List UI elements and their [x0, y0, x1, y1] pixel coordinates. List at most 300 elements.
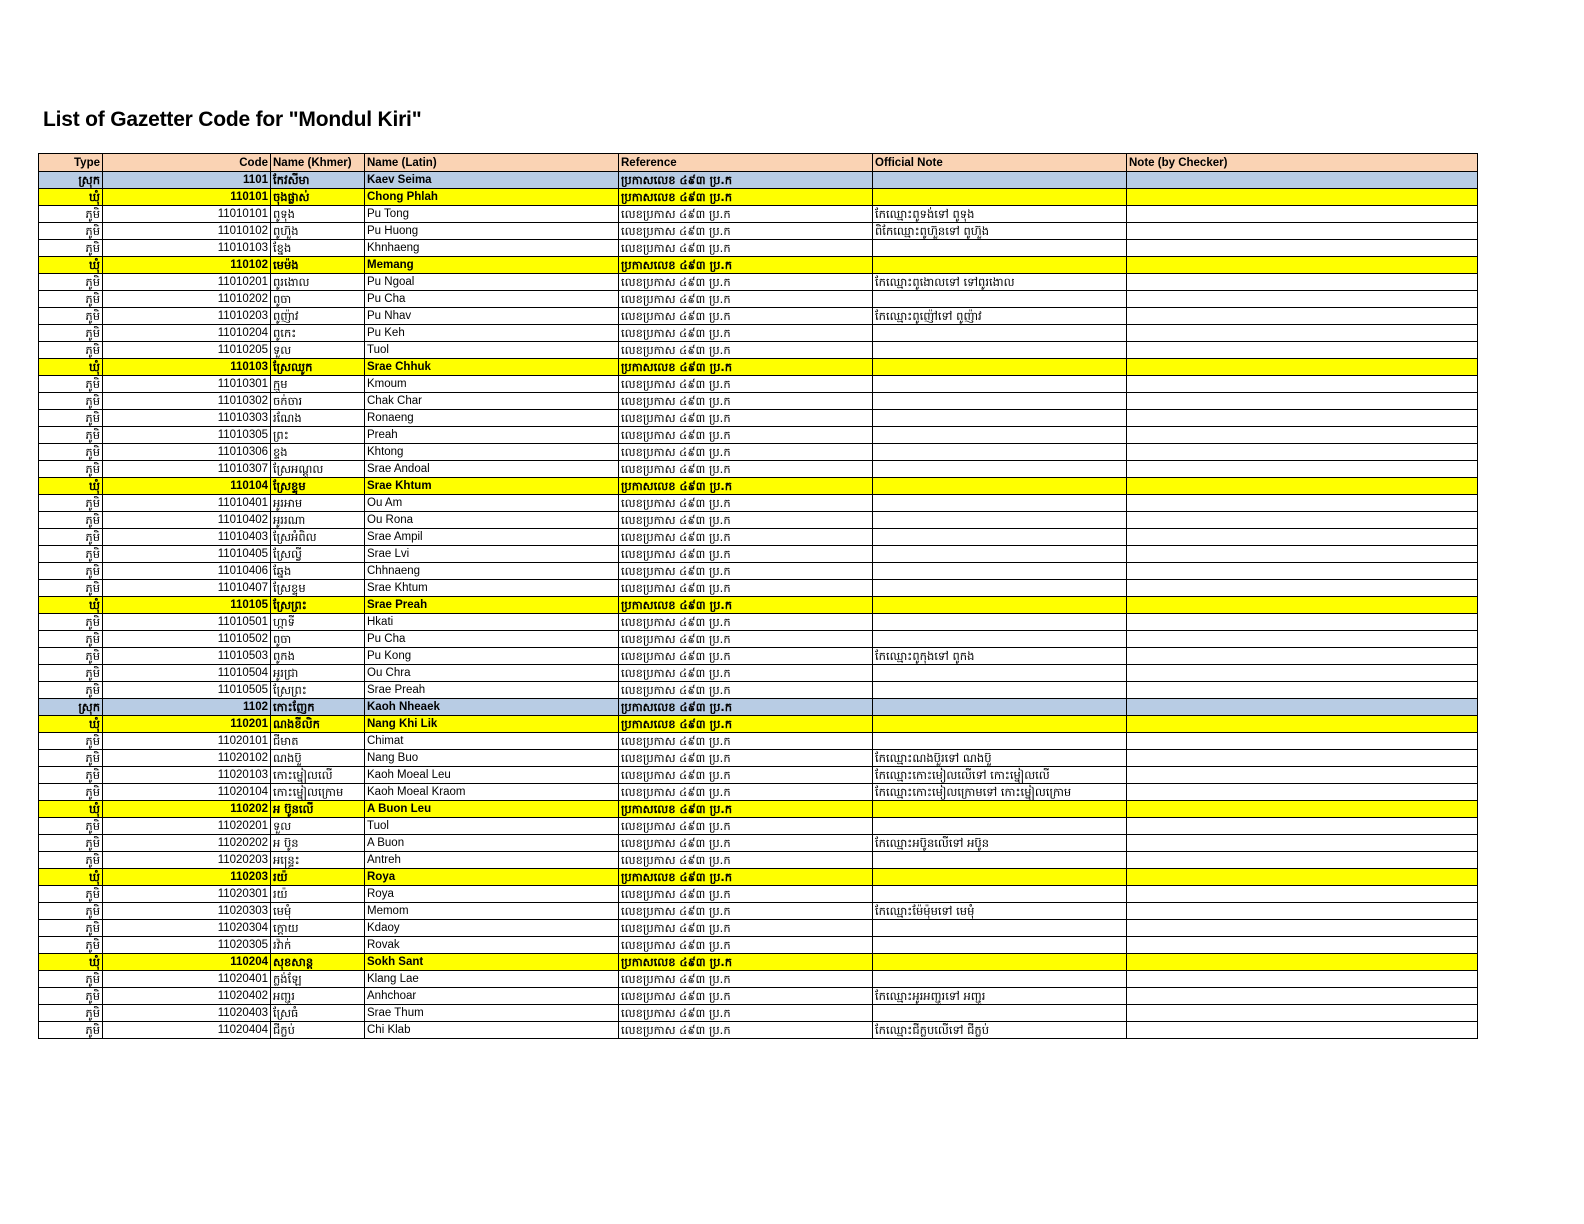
reference-cell: ប្រកាសលេខ ៤៩៣ ប្រ.ក [619, 189, 873, 206]
name-khmer-cell: ពូរងោល [271, 274, 365, 291]
checker-note-cell [1127, 257, 1478, 274]
checker-note-cell [1127, 512, 1478, 529]
reference-cell: លេខប្រកាស ៤៩៣ ប្រ.ក [619, 818, 873, 835]
checker-note-cell [1127, 1005, 1478, 1022]
type-cell: ភូមិ [39, 784, 103, 801]
type-cell: ភូមិ [39, 937, 103, 954]
column-header-reference: Reference [619, 154, 873, 172]
reference-cell: លេខប្រកាស ៤៩៣ ប្រ.ក [619, 427, 873, 444]
reference-cell: លេខប្រកាស ៤៩៣ ប្រ.ក [619, 971, 873, 988]
reference-cell: លេខប្រកាស ៤៩៣ ប្រ.ក [619, 308, 873, 325]
table-row-district [39, 699, 1478, 716]
table-row-village [39, 614, 1478, 631]
official-note-cell: កែឈ្មោះកោះមៀលក្រោមទៅ កោះម្នៀលក្រោម [873, 784, 1127, 801]
type-cell: ឃុំ [39, 257, 103, 274]
type-cell: ឃុំ [39, 597, 103, 614]
code-cell: 11010307 [103, 461, 271, 478]
checker-note-cell [1127, 665, 1478, 682]
table-row-village [39, 1005, 1478, 1022]
name-latin-cell: Kdaoy [365, 920, 619, 937]
code-cell: 11010203 [103, 308, 271, 325]
official-note-cell [873, 597, 1127, 614]
name-khmer-cell: ស្រែព្រះ [271, 682, 365, 699]
type-cell: ភូមិ [39, 376, 103, 393]
official-note-cell [873, 189, 1127, 206]
reference-cell: លេខប្រកាស ៤៩៣ ប្រ.ក [619, 733, 873, 750]
name-khmer-cell: ពូចា [271, 631, 365, 648]
code-cell: 11020401 [103, 971, 271, 988]
checker-note-cell [1127, 852, 1478, 869]
name-khmer-cell: រវ៉ាក់ [271, 937, 365, 954]
name-latin-cell: Roya [365, 869, 619, 886]
name-khmer-cell: កោះញែក [271, 699, 365, 716]
code-cell: 11020104 [103, 784, 271, 801]
name-latin-cell: Chong Phlah [365, 189, 619, 206]
name-khmer-cell: ជីមាត [271, 733, 365, 750]
reference-cell: លេខប្រកាស ៤៩៣ ប្រ.ក [619, 580, 873, 597]
checker-note-cell [1127, 461, 1478, 478]
official-note-cell [873, 291, 1127, 308]
type-cell: ភូមិ [39, 325, 103, 342]
checker-note-cell [1127, 716, 1478, 733]
table-row-village [39, 325, 1478, 342]
table-row-village [39, 750, 1478, 767]
type-cell: ភូមិ [39, 529, 103, 546]
official-note-cell [873, 325, 1127, 342]
code-cell: 110104 [103, 478, 271, 495]
code-cell: 110101 [103, 189, 271, 206]
name-khmer-cell: ជីក្លប់ [271, 1022, 365, 1039]
official-note-cell [873, 393, 1127, 410]
official-note-cell [873, 852, 1127, 869]
code-cell: 11010505 [103, 682, 271, 699]
code-cell: 11020303 [103, 903, 271, 920]
checker-note-cell [1127, 444, 1478, 461]
name-latin-cell: Antreh [365, 852, 619, 869]
official-note-cell [873, 801, 1127, 818]
name-latin-cell: Anhchoar [365, 988, 619, 1005]
checker-note-cell [1127, 223, 1478, 240]
name-latin-cell: Pu Cha [365, 631, 619, 648]
name-khmer-cell: ក្លង់ឡែ [271, 971, 365, 988]
name-latin-cell: Rovak [365, 937, 619, 954]
table-row-village [39, 835, 1478, 852]
table-row-village [39, 903, 1478, 920]
type-cell: ភូមិ [39, 240, 103, 257]
name-khmer-cell: កោះម្នៀលលើ [271, 767, 365, 784]
official-note-cell [873, 376, 1127, 393]
name-khmer-cell: ស្រែខ្ទុម [271, 580, 365, 597]
type-cell: ភូមិ [39, 750, 103, 767]
table-row-village [39, 563, 1478, 580]
table-row-village [39, 784, 1478, 801]
official-note-cell [873, 631, 1127, 648]
code-cell: 11020203 [103, 852, 271, 869]
name-latin-cell: Srae Thum [365, 1005, 619, 1022]
checker-note-cell [1127, 597, 1478, 614]
reference-cell: លេខប្រកាស ៤៩៣ ប្រ.ក [619, 546, 873, 563]
reference-cell: លេខប្រកាស ៤៩៣ ប្រ.ក [619, 240, 873, 257]
reference-cell: លេខប្រកាស ៤៩៣ ប្រ.ក [619, 444, 873, 461]
name-latin-cell: Chak Char [365, 393, 619, 410]
table-row-commune [39, 801, 1478, 818]
code-cell: 11010504 [103, 665, 271, 682]
reference-cell: លេខប្រកាស ៤៩៣ ប្រ.ក [619, 206, 873, 223]
reference-cell: លេខប្រកាស ៤៩៣ ប្រ.ក [619, 410, 873, 427]
reference-cell: ប្រកាសលេខ ៤៩៣ ប្រ.ក [619, 801, 873, 818]
name-latin-cell: Memang [365, 257, 619, 274]
name-khmer-cell: ទួល [271, 342, 365, 359]
name-khmer-cell: អញ្ជួរ [271, 988, 365, 1005]
name-khmer-cell: អូររណា [271, 512, 365, 529]
table-row-village [39, 767, 1478, 784]
official-note-cell [873, 359, 1127, 376]
official-note-cell [873, 682, 1127, 699]
name-latin-cell: Kaoh Moeal Kraom [365, 784, 619, 801]
checker-note-cell [1127, 631, 1478, 648]
name-latin-cell: Kaoh Nheaek [365, 699, 619, 716]
checker-note-cell [1127, 410, 1478, 427]
table-row-village [39, 529, 1478, 546]
official-note-cell [873, 240, 1127, 257]
code-cell: 11010205 [103, 342, 271, 359]
code-cell: 11010201 [103, 274, 271, 291]
checker-note-cell [1127, 478, 1478, 495]
code-cell: 11020201 [103, 818, 271, 835]
code-cell: 11020101 [103, 733, 271, 750]
table-row-village [39, 1022, 1478, 1039]
checker-note-cell [1127, 546, 1478, 563]
reference-cell: លេខប្រកាស ៤៩៣ ប្រ.ក [619, 461, 873, 478]
checker-note-cell [1127, 818, 1478, 835]
type-cell: ស្រុក [39, 172, 103, 189]
table-row-village [39, 444, 1478, 461]
code-cell: 110202 [103, 801, 271, 818]
official-note-cell [873, 818, 1127, 835]
checker-note-cell [1127, 529, 1478, 546]
type-cell: ភូមិ [39, 410, 103, 427]
name-latin-cell: Hkati [365, 614, 619, 631]
code-cell: 11010402 [103, 512, 271, 529]
checker-note-cell [1127, 325, 1478, 342]
name-latin-cell: Kmoum [365, 376, 619, 393]
code-cell: 11010301 [103, 376, 271, 393]
name-khmer-cell: កែវសីមា [271, 172, 365, 189]
name-latin-cell: Pu Nhav [365, 308, 619, 325]
name-khmer-cell: ចក់ចារ [271, 393, 365, 410]
table-row-village [39, 580, 1478, 597]
checker-note-cell [1127, 172, 1478, 189]
reference-cell: លេខប្រកាស ៤៩៣ ប្រ.ក [619, 291, 873, 308]
name-latin-cell: Srae Preah [365, 682, 619, 699]
checker-note-cell [1127, 733, 1478, 750]
table-row-village [39, 648, 1478, 665]
code-cell: 110204 [103, 954, 271, 971]
table-row-village [39, 461, 1478, 478]
name-khmer-cell: កោះម្នៀលក្រោម [271, 784, 365, 801]
checker-note-cell [1127, 563, 1478, 580]
table-row-village [39, 427, 1478, 444]
reference-cell: ប្រកាសលេខ ៤៩៣ ប្រ.ក [619, 716, 873, 733]
reference-cell: លេខប្រកាស ៤៩៣ ប្រ.ក [619, 274, 873, 291]
name-latin-cell: Srae Ampil [365, 529, 619, 546]
name-khmer-cell: រយ៉ [271, 869, 365, 886]
table-row-village [39, 308, 1478, 325]
name-latin-cell: Nang Buo [365, 750, 619, 767]
code-cell: 11010102 [103, 223, 271, 240]
name-latin-cell: Tuol [365, 342, 619, 359]
name-khmer-cell: ចុងផ្លាស់ [271, 189, 365, 206]
table-row-village [39, 665, 1478, 682]
table-row-commune [39, 189, 1478, 206]
type-cell: ឃុំ [39, 359, 103, 376]
type-cell: ភូមិ [39, 461, 103, 478]
table-row-village [39, 342, 1478, 359]
name-latin-cell: Klang Lae [365, 971, 619, 988]
type-cell: ភូមិ [39, 631, 103, 648]
reference-cell: លេខប្រកាស ៤៩៣ ប្រ.ក [619, 1022, 873, 1039]
checker-note-cell [1127, 903, 1478, 920]
type-cell: ភូមិ [39, 308, 103, 325]
official-note-cell: កែឈ្មោះម៉ែម៉ុមទៅ មេមុំ [873, 903, 1127, 920]
official-note-cell: កែឈ្មោះពូទង់ទៅ ពូទុង [873, 206, 1127, 223]
reference-cell: លេខប្រកាស ៤៩៣ ប្រ.ក [619, 495, 873, 512]
type-cell: ភូមិ [39, 733, 103, 750]
name-latin-cell: Nang Khi Lik [365, 716, 619, 733]
code-cell: 11020102 [103, 750, 271, 767]
code-cell: 11010103 [103, 240, 271, 257]
type-cell: ភូមិ [39, 563, 103, 580]
official-note-cell [873, 546, 1127, 563]
name-khmer-cell: ពូកេះ [271, 325, 365, 342]
name-latin-cell: Khnhaeng [365, 240, 619, 257]
column-header-official-note: Official Note [873, 154, 1127, 172]
name-khmer-cell: អ ប៊ូនលើ [271, 801, 365, 818]
reference-cell: លេខប្រកាស ៤៩៣ ប្រ.ក [619, 937, 873, 954]
type-cell: ភូមិ [39, 495, 103, 512]
official-note-cell [873, 954, 1127, 971]
name-khmer-cell: ពូចា [271, 291, 365, 308]
table-row-commune [39, 597, 1478, 614]
code-cell: 11010501 [103, 614, 271, 631]
code-cell: 11020103 [103, 767, 271, 784]
checker-note-cell [1127, 954, 1478, 971]
column-header-name-latin: Name (Latin) [365, 154, 619, 172]
official-note-cell [873, 478, 1127, 495]
reference-cell: លេខប្រកាស ៤៩៣ ប្រ.ក [619, 988, 873, 1005]
table-row-village [39, 886, 1478, 903]
name-latin-cell: Srae Preah [365, 597, 619, 614]
official-note-cell [873, 512, 1127, 529]
code-cell: 11010407 [103, 580, 271, 597]
table-row-village [39, 376, 1478, 393]
name-latin-cell: Pu Cha [365, 291, 619, 308]
checker-note-cell [1127, 767, 1478, 784]
code-cell: 11010204 [103, 325, 271, 342]
table-row-commune [39, 869, 1478, 886]
type-cell: ភូមិ [39, 1005, 103, 1022]
official-note-cell [873, 580, 1127, 597]
table-row-village [39, 733, 1478, 750]
official-note-cell [873, 733, 1127, 750]
name-latin-cell: Kaev Seima [365, 172, 619, 189]
checker-note-cell [1127, 580, 1478, 597]
reference-cell: លេខប្រកាស ៤៩៣ ប្រ.ក [619, 529, 873, 546]
code-cell: 110105 [103, 597, 271, 614]
type-cell: ភូមិ [39, 342, 103, 359]
table-row-commune [39, 359, 1478, 376]
checker-note-cell [1127, 614, 1478, 631]
official-note-cell [873, 665, 1127, 682]
checker-note-cell [1127, 750, 1478, 767]
name-khmer-cell: ឆ្នែង [271, 563, 365, 580]
table-row-village [39, 274, 1478, 291]
table-header-row [39, 154, 1478, 172]
type-cell: ភូមិ [39, 665, 103, 682]
table-row-commune [39, 257, 1478, 274]
name-khmer-cell: អន្ទ្រេះ [271, 852, 365, 869]
reference-cell: លេខប្រកាស ៤៩៣ ប្រ.ក [619, 1005, 873, 1022]
name-latin-cell: Roya [365, 886, 619, 903]
code-cell: 110203 [103, 869, 271, 886]
name-khmer-cell: ស្រែធំ [271, 1005, 365, 1022]
name-khmer-cell: អូរជ្រា [271, 665, 365, 682]
name-khmer-cell: រណែង [271, 410, 365, 427]
reference-cell: ប្រកាសលេខ ៤៩៣ ប្រ.ក [619, 597, 873, 614]
type-cell: ភូមិ [39, 988, 103, 1005]
type-cell: ភូមិ [39, 835, 103, 852]
official-note-cell: កែឈ្មោះអូរអញ្ជួរទៅ អញ្ជួរ [873, 988, 1127, 1005]
column-header-type: Type [39, 154, 103, 172]
type-cell: ភូមិ [39, 886, 103, 903]
name-latin-cell: Tuol [365, 818, 619, 835]
name-latin-cell: Khtong [365, 444, 619, 461]
code-cell: 11020202 [103, 835, 271, 852]
official-note-cell [873, 1005, 1127, 1022]
name-latin-cell: Pu Kong [365, 648, 619, 665]
name-khmer-cell: ហ្កាទី [271, 614, 365, 631]
name-latin-cell: A Buon Leu [365, 801, 619, 818]
official-note-cell [873, 257, 1127, 274]
reference-cell: លេខប្រកាស ៤៩៣ ប្រ.ក [619, 784, 873, 801]
name-latin-cell: Srae Chhuk [365, 359, 619, 376]
official-note-cell [873, 920, 1127, 937]
code-cell: 11010502 [103, 631, 271, 648]
reference-cell: លេខប្រកាស ៤៩៣ ប្រ.ក [619, 835, 873, 852]
type-cell: ភូមិ [39, 223, 103, 240]
reference-cell: ប្រកាសលេខ ៤៩៣ ប្រ.ក [619, 954, 873, 971]
checker-note-cell [1127, 342, 1478, 359]
reference-cell: លេខប្រកាស ៤៩៣ ប្រ.ក [619, 376, 873, 393]
code-cell: 11010403 [103, 529, 271, 546]
checker-note-cell [1127, 699, 1478, 716]
column-header-code: Code [103, 154, 271, 172]
reference-cell: លេខប្រកាស ៤៩៣ ប្រ.ក [619, 325, 873, 342]
table-row-village [39, 495, 1478, 512]
type-cell: ឃុំ [39, 189, 103, 206]
reference-cell: ប្រកាសលេខ ៤៩៣ ប្រ.ក [619, 257, 873, 274]
name-latin-cell: Pu Keh [365, 325, 619, 342]
type-cell: ភូមិ [39, 903, 103, 920]
type-cell: ភូមិ [39, 206, 103, 223]
type-cell: ភូមិ [39, 580, 103, 597]
name-khmer-cell: ស្រែល្វី [271, 546, 365, 563]
table-row-village [39, 240, 1478, 257]
type-cell: ភូមិ [39, 920, 103, 937]
table-row-village [39, 920, 1478, 937]
name-latin-cell: Preah [365, 427, 619, 444]
name-khmer-cell: ពូទុង [271, 206, 365, 223]
reference-cell: លេខប្រកាស ៤៩៣ ប្រ.ក [619, 512, 873, 529]
type-cell: ភូមិ [39, 393, 103, 410]
reference-cell: លេខប្រកាស ៤៩៣ ប្រ.ក [619, 631, 873, 648]
code-cell: 11010405 [103, 546, 271, 563]
table-row-commune [39, 478, 1478, 495]
checker-note-cell [1127, 308, 1478, 325]
type-cell: ភូមិ [39, 1022, 103, 1039]
checker-note-cell [1127, 971, 1478, 988]
name-latin-cell: Srae Khtum [365, 580, 619, 597]
table-row-village [39, 937, 1478, 954]
reference-cell: លេខប្រកាស ៤៩៣ ប្រ.ក [619, 886, 873, 903]
official-note-cell: កែឈ្មោះអប៊ូនលើទៅ អប៊ូន [873, 835, 1127, 852]
table-row-village [39, 818, 1478, 835]
checker-note-cell [1127, 206, 1478, 223]
name-khmer-cell: ស្រែព្រះ [271, 597, 365, 614]
name-latin-cell: Chi Klab [365, 1022, 619, 1039]
official-note-cell: កែឈ្មោះណងប៊ួរទៅ ណងប៊ួ [873, 750, 1127, 767]
name-latin-cell: Ou Chra [365, 665, 619, 682]
table-row-village [39, 546, 1478, 563]
table-row-village [39, 852, 1478, 869]
official-note-cell [873, 342, 1127, 359]
checker-note-cell [1127, 920, 1478, 937]
checker-note-cell [1127, 427, 1478, 444]
name-latin-cell: Pu Huong [365, 223, 619, 240]
table-row-village [39, 988, 1478, 1005]
official-note-cell: ពិកែឈ្មោះពូហ៊ួនទៅ ពូហ៊ួង [873, 223, 1127, 240]
code-cell: 11010305 [103, 427, 271, 444]
name-latin-cell: Srae Andoal [365, 461, 619, 478]
name-khmer-cell: ស្រែអណ្ដូល [271, 461, 365, 478]
table-row-village [39, 410, 1478, 427]
code-cell: 11020403 [103, 1005, 271, 1022]
official-note-cell [873, 716, 1127, 733]
code-cell: 11020301 [103, 886, 271, 903]
name-khmer-cell: ណងខីលិក [271, 716, 365, 733]
official-note-cell [873, 886, 1127, 903]
name-khmer-cell: ទួល [271, 818, 365, 835]
type-cell: ភូមិ [39, 971, 103, 988]
type-cell: ស្រុក [39, 699, 103, 716]
official-note-cell [873, 699, 1127, 716]
code-cell: 11010202 [103, 291, 271, 308]
official-note-cell: កែឈ្មោះជីក្លបលើទៅ ជីក្លប់ [873, 1022, 1127, 1039]
name-khmer-cell: រយ៉ [271, 886, 365, 903]
type-cell: ភូមិ [39, 852, 103, 869]
table-row-village [39, 393, 1478, 410]
checker-note-cell [1127, 291, 1478, 308]
official-note-cell [873, 614, 1127, 631]
official-note-cell [873, 427, 1127, 444]
code-cell: 11010503 [103, 648, 271, 665]
table-body [39, 172, 1478, 1039]
name-latin-cell: Srae Khtum [365, 478, 619, 495]
reference-cell: លេខប្រកាស ៤៩៣ ប្រ.ក [619, 920, 873, 937]
name-khmer-cell: ណងប៊ួ [271, 750, 365, 767]
reference-cell: លេខប្រកាស ៤៩៣ ប្រ.ក [619, 563, 873, 580]
name-khmer-cell: មេមុំ [271, 903, 365, 920]
